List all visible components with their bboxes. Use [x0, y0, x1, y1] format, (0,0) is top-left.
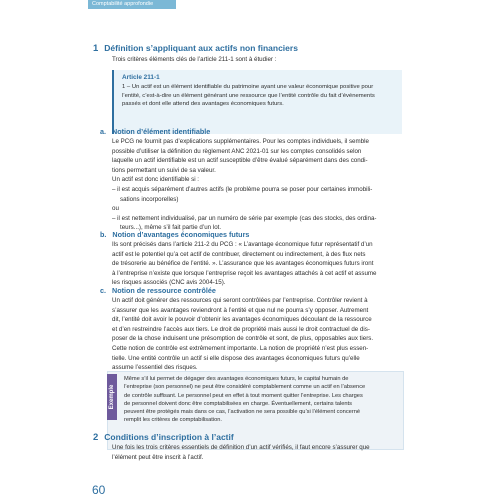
- subsection-c-line: et d’en restreindre l’accès aux tiers. Le droit de propriété mais aussi le droit contractuel de dis-: [112, 325, 370, 333]
- subsection-c-line: Cette notion de contrôle est extrêmement importante. La notion de propriété n’est plus essen-: [112, 344, 369, 352]
- subsection-b-line: les risques associés (CNC avis 2004-15).: [112, 279, 226, 287]
- subsection-a-line: – il est nettement individualisé, par un numéro de série par exemple (cas des stocks, des ordina-: [112, 214, 377, 222]
- subsection-c-title: Notion de ressource contrôlée: [112, 286, 216, 295]
- subsection-c-heading: [100, 286, 216, 295]
- subsection-a-line: Un actif est donc identifiable si :: [112, 176, 200, 184]
- subsection-b-line: à l’entreprise n’existe que lorsque l’entreprise reçoit les avantages attachés à cet actif et assume: [112, 269, 377, 277]
- article-callout: [112, 70, 402, 134]
- example-line: de personnel doivent donc être comptabilisées en charge. Éventuellement, certains talents: [124, 400, 352, 407]
- subsection-c-line: poser de la chose induisent une présomption de contrôle et sont, de plus, opposables aux tiers.: [112, 335, 374, 343]
- section-1-intro: Trois critères éléments clés de l’article 211-1 sont à étudier :: [112, 56, 277, 63]
- subsection-c-line: s’assurer que les avantages reviendront à l’entité et que nul ne pourra s’y opposer. Autrement: [112, 306, 369, 314]
- subsection-b-line: Ils sont précisés dans l’article 211-2 du PCG : « L’avantage économique futur représentatif d’un: [112, 241, 373, 248]
- section-2-number: 2: [93, 432, 99, 443]
- example-line: Même s’il lui permet de dégager des avantages économiques futurs, le capital humain de: [124, 376, 349, 382]
- example-line: remplit les critères de comptabilisation.: [124, 417, 222, 424]
- section-1-heading: [93, 43, 298, 54]
- subsection-b-letter: b.: [100, 230, 107, 239]
- subsection-a-line: ou: [112, 205, 119, 213]
- example-tab: [107, 374, 117, 420]
- callout-line-2: l’entité, c’est-à-dire un élément générant une ressource que l’entité contrôle du fait d’événements: [122, 92, 375, 99]
- subsection-c-line: assume l’essentiel des risques.: [112, 364, 198, 372]
- example-line: l’entreprise (son personnel) ne peut être considéré comptablement comme un actif en l’absence: [124, 384, 366, 391]
- section-2-body: [112, 443, 402, 462]
- subsection-a-title: Notion d’élément identifiable: [112, 127, 211, 136]
- running-header-tag: Comptabilité approfondie: [88, 0, 176, 9]
- callout-line-3: passés et dont elle attend des avantages économiques futurs.: [122, 101, 284, 108]
- example-tab-label: Exemple: [109, 384, 115, 410]
- subsection-a-line: tions permettant un suivi de sa valeur.: [112, 166, 216, 174]
- subsection-c-line: Un actif doit générer des ressources qui seront contrôlées par l’entreprise. Contrôler revient à: [112, 297, 368, 304]
- subsection-a-body: [112, 137, 402, 233]
- subsection-c-letter: c.: [100, 286, 106, 295]
- callout-line-1: 1 – Un actif est un élément identifiable du patrimoine ayant une valeur économique positive pour: [122, 84, 374, 90]
- section-2-line: Une fois les trois critères essentiels de définition d’un actif vérifiés, il faut encore s’assurer que: [112, 444, 370, 451]
- callout-title: Article 211-1: [122, 74, 160, 81]
- example-line: peuvent être protégés mais dans ce cas, l’activation ne sera possible qu’si l’élément concerné: [124, 409, 361, 416]
- example-body: [124, 375, 400, 425]
- subsection-a-line: teurs...), même s’il fait partie d’un lot.: [120, 224, 222, 232]
- section-2-heading: [93, 432, 234, 443]
- subsection-a-letter: a.: [100, 127, 106, 136]
- subsection-a-line: Le PCG ne fournit pas d’explications supplémentaires. Pour les comptes individuels, il semble: [112, 138, 369, 145]
- subsection-a-line: sations incorporelles): [120, 195, 179, 203]
- subsection-b-title: Notion d’avantages économiques futurs: [112, 230, 250, 239]
- section-2-line: l’élément peut être inscrit à l’actif.: [112, 453, 204, 461]
- subsection-b-heading: [100, 230, 249, 239]
- subsection-b-line: actif est le potentiel qu’a cet actif de contribuer, directement ou indirectement, à des flux nets: [112, 250, 366, 258]
- subsection-b-line: de trésorerie au bénéfice de l’entité. ». L’assurance que les avantages économiques futurs iront: [112, 260, 374, 268]
- section-2-title: Conditions d’inscription à l’actif: [104, 432, 234, 442]
- section-1-title: Définition s’appliquant aux actifs non financiers: [104, 43, 298, 53]
- subsection-b-body: [112, 240, 402, 288]
- example-line: de contrôle suffisant. Le personnel peut en effet à tout moment quitter l’entreprise. Les charges: [124, 392, 363, 399]
- subsection-c-line: tielle. Une entité contrôle un actif si elle dispose des avantages économiques futurs qu’elle: [112, 354, 360, 362]
- subsection-a-heading: [100, 127, 210, 136]
- subsection-c-line: dit, l’entité doit avoir le pouvoir d’obtenir les avantages économiques découlant de la ressource: [112, 316, 372, 324]
- subsection-a-line: laquelle un actif identifiable est un actif susceptible d’être évalué séparément dans des condi-: [112, 157, 368, 165]
- subsection-c-body: [112, 296, 402, 373]
- subsection-a-line: possible d’utiliser la définition du règlement ANC 2021-01 sur les comptes consolidés selon: [112, 147, 362, 155]
- section-1-number: 1: [93, 43, 99, 54]
- subsection-a-line: – il est acquis séparément d’autres actifs (le problème pourra se poser pour certaines immobili-: [112, 185, 373, 193]
- page-number: 60: [92, 483, 106, 497]
